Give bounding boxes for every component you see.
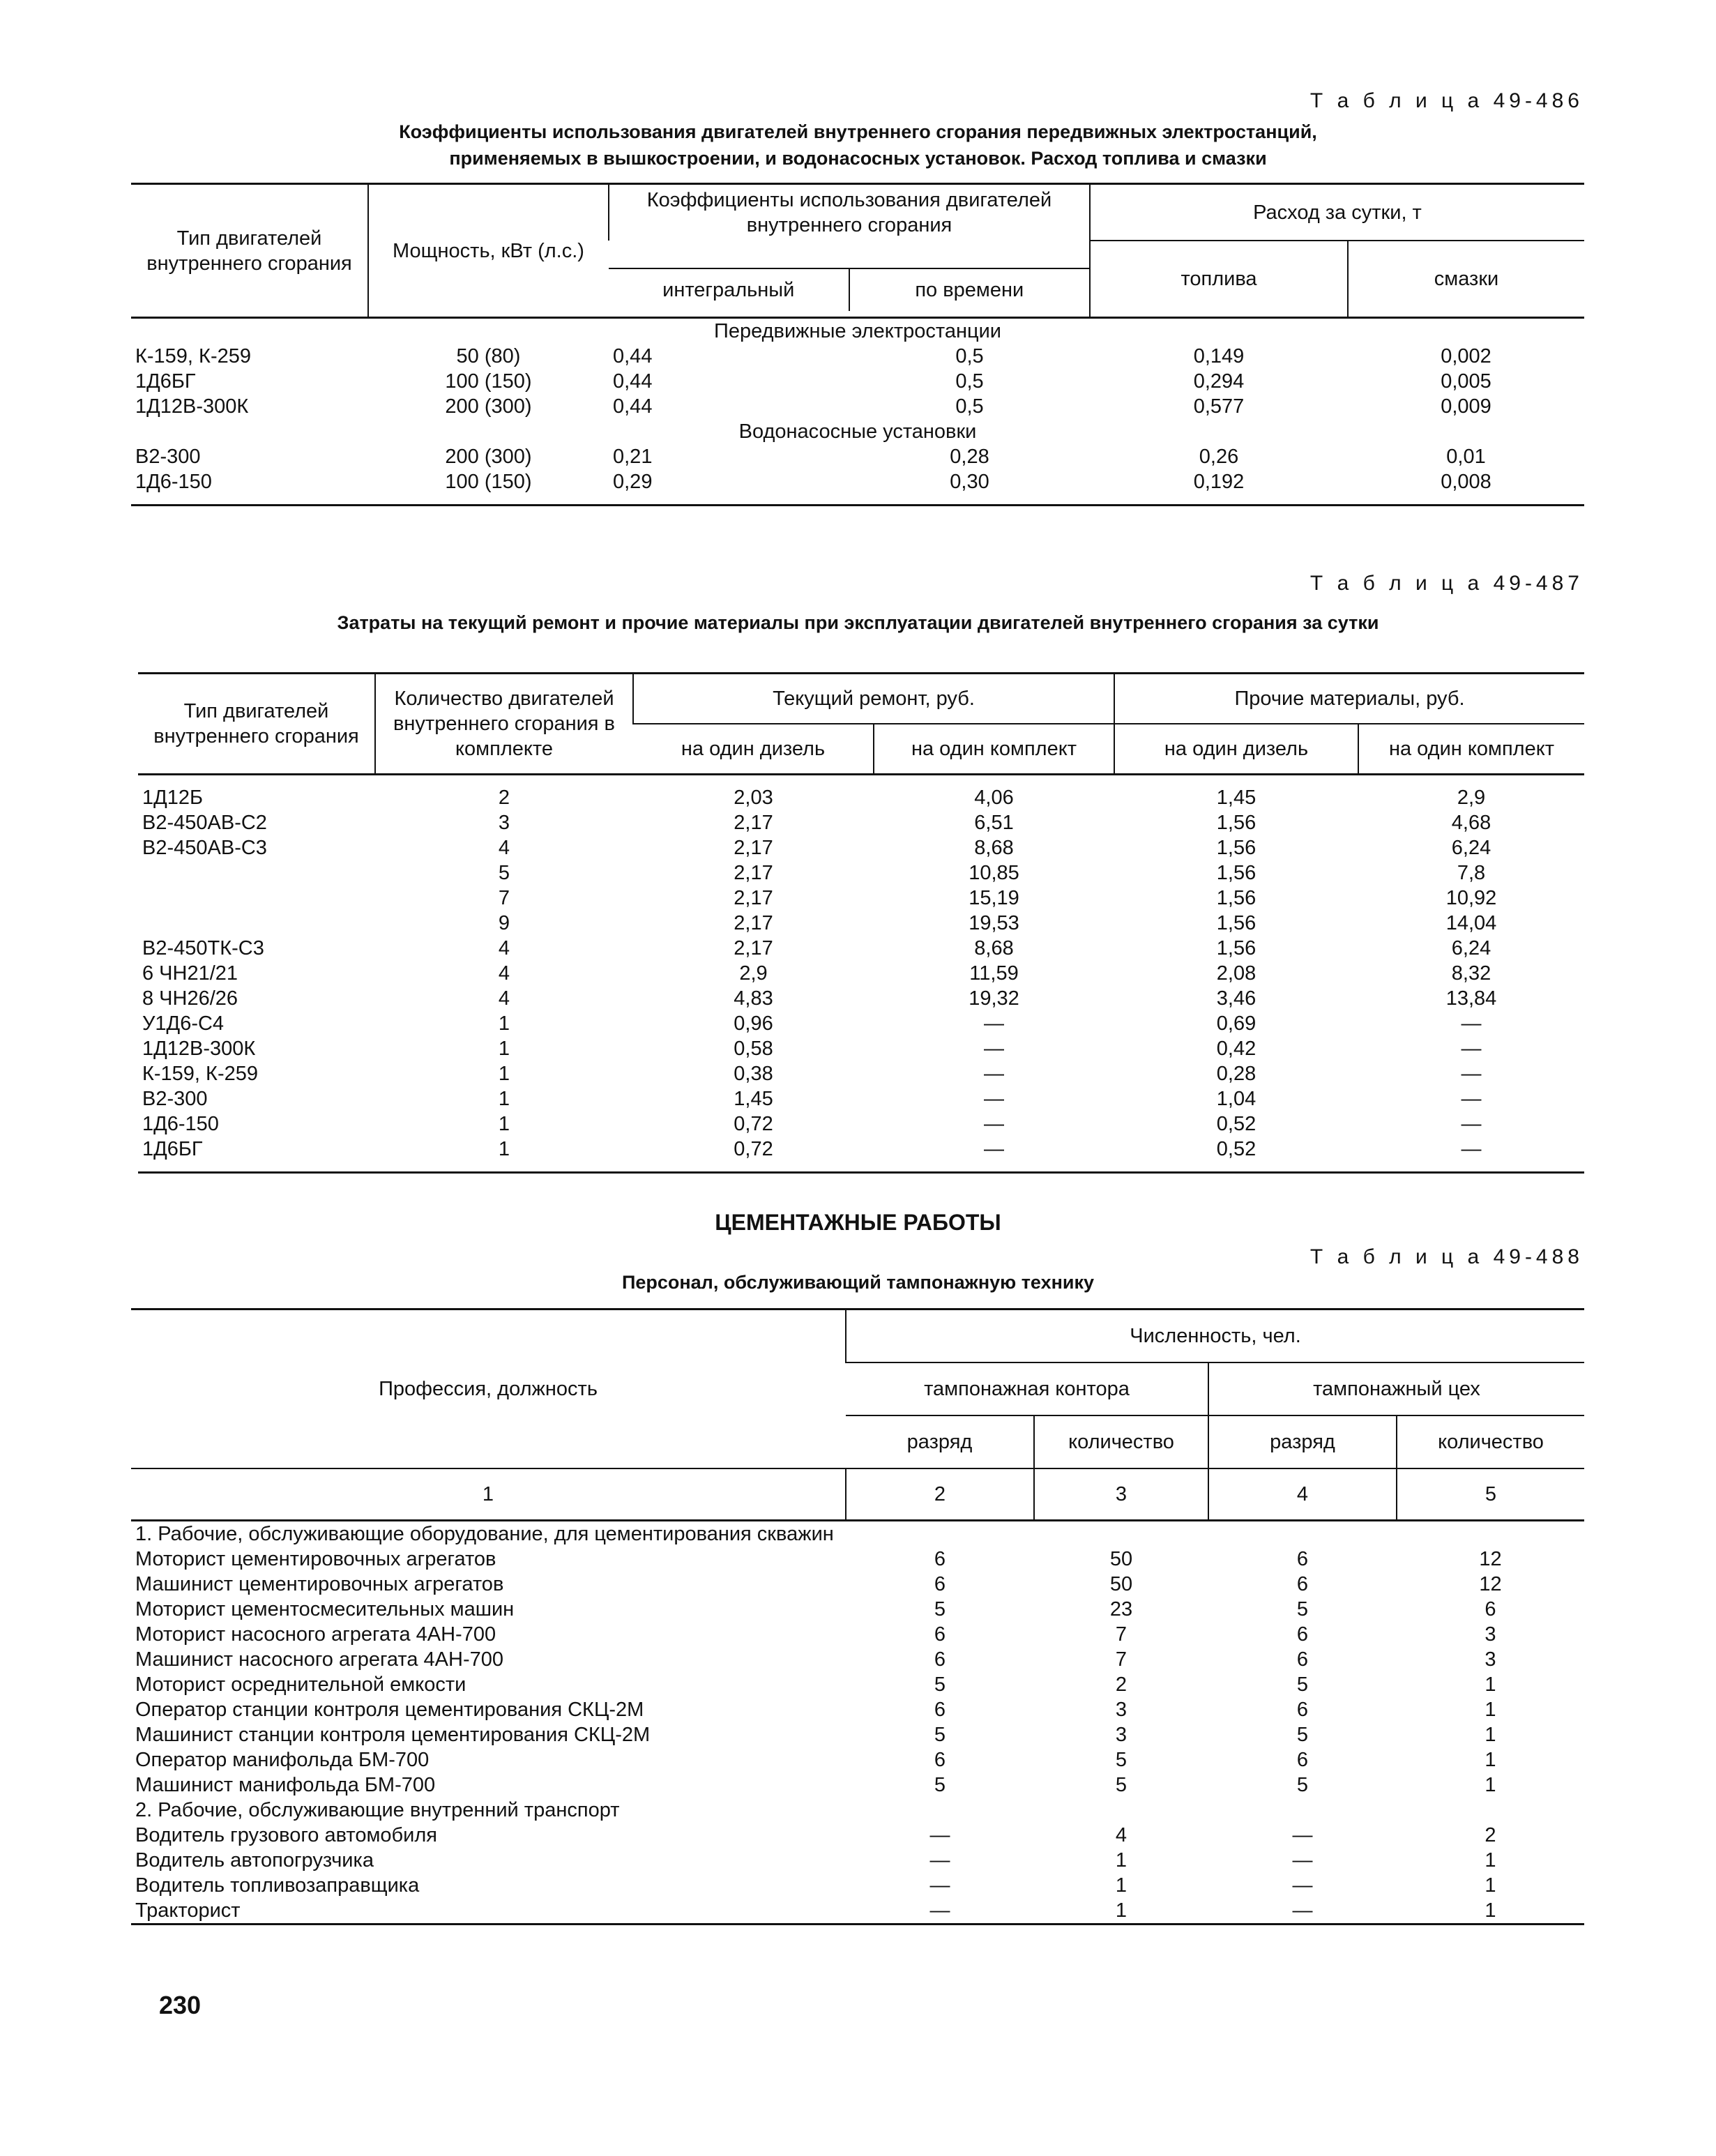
repair-per-set: 19,53 [969, 912, 1019, 934]
engine-type: В2-450АВ-С3 [142, 837, 267, 859]
other-per-diesel: 1,56 [1216, 912, 1256, 934]
office-grade: 5 [934, 1673, 946, 1696]
spacer [138, 775, 1584, 786]
header-power: Мощность, кВт (л.с.) [368, 184, 609, 318]
repair-per-diesel: 1,45 [734, 1088, 773, 1110]
header-daily-consumption: Расход за сутки, т [1090, 184, 1584, 241]
table-row [138, 810, 1584, 835]
header-col-number-2: 2 [846, 1468, 1034, 1521]
integral-coef: 0,29 [613, 471, 653, 493]
repair-per-set: — [984, 1012, 1004, 1035]
table-row [138, 1086, 1584, 1111]
table-row [131, 1647, 1584, 1672]
bottom-spacer [138, 1162, 1584, 1173]
office-quantity: 50 [1109, 1548, 1133, 1570]
repair-per-set: — [984, 1113, 1004, 1135]
header-other-per-set: на один комплект [1358, 724, 1584, 775]
page-number: 230 [159, 1991, 202, 2019]
header-headcount: Численность, чел. [846, 1309, 1584, 1363]
table-487-title [132, 609, 1584, 636]
other-per-set: 6,24 [1451, 937, 1491, 959]
header-fuel: топлива [1090, 241, 1348, 318]
group-row [131, 1521, 1584, 1547]
power-value: 100 (150) [445, 370, 532, 393]
profession-name: Водитель грузового автомобиля [135, 1824, 437, 1846]
profession-name: Машинист насосного агрегата 4АН-700 [135, 1648, 503, 1671]
repair-per-set: 8,68 [974, 937, 1014, 959]
engine-count: 7 [498, 887, 510, 909]
group-title: 2. Рабочие, обслуживающие внутренний транспорт [135, 1799, 620, 1821]
table-row [131, 469, 1584, 494]
engine-type [138, 911, 375, 936]
shop-quantity: 1 [1485, 1774, 1496, 1796]
table-row [131, 369, 1584, 394]
other-per-diesel: 2,08 [1216, 962, 1256, 985]
table-row [138, 886, 1584, 911]
shop-quantity: 1 [1485, 1724, 1496, 1746]
header-cementing-office: тампонажная контора [846, 1362, 1208, 1415]
other-per-set: 13,84 [1445, 987, 1497, 1010]
office-grade: — [929, 1874, 950, 1897]
time-coef: 0,30 [950, 471, 989, 493]
table-486-title-line2: применяемых в вышкостроении, и водонасосных установок. Расход топлива и смазки [449, 148, 1267, 169]
office-quantity: 23 [1109, 1598, 1133, 1620]
shop-grade: 5 [1296, 1598, 1309, 1620]
table-row [131, 1622, 1584, 1647]
shop-grade: — [1292, 1899, 1313, 1922]
header-office-quantity: количество [1034, 1415, 1208, 1468]
table-row [131, 1823, 1584, 1848]
office-quantity: 1 [1115, 1899, 1127, 1922]
table-486-title-line1: Коэффициенты использования двигателей внутреннего сгорания передвижных электростанций, [399, 121, 1317, 142]
shop-quantity: 12 [1479, 1573, 1502, 1595]
lube-value: 0,01 [1446, 446, 1486, 468]
office-quantity: 50 [1109, 1573, 1133, 1595]
fuel-value: 0,192 [1193, 471, 1245, 493]
office-grade: 6 [934, 1573, 946, 1595]
time-coef: 0,5 [955, 395, 984, 418]
engine-count: 1 [498, 1012, 510, 1035]
header-col-number-5: 5 [1397, 1468, 1584, 1521]
table-488 [131, 1308, 1584, 1925]
section-row [131, 318, 1584, 344]
engine-type: К-159, К-259 [142, 1063, 258, 1085]
header-cementing-shop: тампонажный цех [1208, 1362, 1584, 1415]
table-row [138, 936, 1584, 961]
office-quantity: 5 [1115, 1749, 1127, 1771]
engine-type: 1Д6БГ [142, 1138, 203, 1160]
repair-per-set: — [984, 1038, 1004, 1060]
lube-value: 0,002 [1441, 345, 1491, 367]
table-row [138, 961, 1584, 986]
header-profession: Профессия, должность [379, 1378, 598, 1400]
fuel-value: 0,577 [1193, 395, 1245, 418]
shop-quantity: 1 [1485, 1899, 1496, 1922]
header-current-repair: Текущий ремонт, руб. [633, 674, 1114, 724]
other-per-diesel: 0,42 [1216, 1038, 1256, 1060]
engine-type: В2-300 [142, 1088, 208, 1110]
engine-type: 1Д6БГ [135, 370, 196, 393]
repair-per-diesel: 0,72 [734, 1138, 773, 1160]
header-engine-type: Тип двигателей внутреннего сгорания [153, 700, 359, 747]
repair-per-set: — [984, 1063, 1004, 1085]
repair-per-set: — [984, 1088, 1004, 1110]
header-integral: интегральный [662, 278, 795, 301]
shop-grade: 6 [1296, 1749, 1309, 1771]
table-row [131, 1672, 1584, 1697]
section-title: ЦЕМЕНТАЖНЫЕ РАБОТЫ [715, 1210, 1001, 1235]
other-per-set: 4,68 [1451, 812, 1491, 834]
engine-count: 2 [498, 787, 510, 809]
table-row [138, 911, 1584, 936]
office-quantity: 2 [1115, 1673, 1127, 1696]
lube-value: 0,009 [1441, 395, 1491, 418]
office-quantity: 5 [1115, 1774, 1127, 1796]
profession-name: Оператор манифольда БМ-700 [135, 1749, 430, 1771]
other-per-set: — [1461, 1138, 1482, 1160]
office-quantity: 3 [1115, 1724, 1127, 1746]
table-row [138, 835, 1584, 860]
section-title: Передвижные электростанции [714, 320, 1001, 342]
other-per-diesel: 1,45 [1216, 787, 1256, 809]
integral-coef: 0,44 [613, 370, 653, 393]
header-col-number-1: 1 [131, 1468, 846, 1521]
repair-per-diesel: 2,17 [734, 912, 773, 934]
engine-type: В2-300 [135, 446, 201, 468]
header-other-per-diesel: на один дизель [1114, 724, 1358, 775]
engine-type: 6 ЧН21/21 [142, 962, 238, 985]
spacer [131, 494, 1584, 506]
engine-count: 4 [498, 987, 510, 1010]
engine-count: 4 [498, 837, 510, 859]
repair-per-diesel: 2,03 [734, 787, 773, 809]
table-486-title [132, 119, 1584, 172]
table-row [138, 860, 1584, 886]
lube-value: 0,005 [1441, 370, 1491, 393]
header-repair-per-diesel: на один дизель [633, 724, 874, 775]
shop-quantity: 2 [1485, 1824, 1496, 1846]
engine-count: 4 [498, 937, 510, 959]
office-grade: 5 [934, 1774, 946, 1796]
engine-type: 1Д12В-300К [135, 395, 249, 418]
other-per-set: 7,8 [1457, 862, 1486, 884]
spacer [138, 1162, 1584, 1173]
table-row [131, 344, 1584, 369]
office-grade: 5 [934, 1598, 946, 1620]
office-quantity: 3 [1115, 1699, 1127, 1721]
engine-count: 3 [498, 812, 510, 834]
group-title: 1. Рабочие, обслуживающие оборудование, для цементирования скважин [135, 1523, 834, 1545]
engine-type: 1Д12Б [142, 787, 204, 809]
other-per-diesel: 0,69 [1216, 1012, 1256, 1035]
engine-type: К-159, К-259 [135, 345, 251, 367]
engine-type: В2-450ТК-С3 [142, 937, 264, 959]
table-row [138, 785, 1584, 810]
shop-quantity: 1 [1485, 1874, 1496, 1897]
header-other-materials: Прочие материалы, руб. [1114, 674, 1584, 724]
table-row [138, 1137, 1584, 1162]
fuel-value: 0,149 [1193, 345, 1245, 367]
office-grade: — [929, 1824, 950, 1846]
profession-name: Оператор станции контроля цементирования СКЦ-2М [135, 1699, 644, 1721]
other-per-diesel: 1,56 [1216, 837, 1256, 859]
shop-quantity: 12 [1479, 1548, 1502, 1570]
table-row [131, 1572, 1584, 1597]
repair-per-diesel: 2,9 [739, 962, 768, 985]
header-engine-count: Количество двигателей внутреннего сгорания в комплекте [375, 674, 633, 775]
shop-grade: 5 [1296, 1724, 1309, 1746]
repair-per-diesel: 0,58 [734, 1038, 773, 1060]
table-row [131, 1722, 1584, 1747]
repair-per-diesel: 2,17 [734, 837, 773, 859]
office-quantity: 4 [1115, 1824, 1127, 1846]
other-per-set: — [1461, 1038, 1482, 1060]
power-value: 100 (150) [445, 471, 532, 493]
repair-per-diesel: 4,83 [734, 987, 773, 1010]
profession-name: Машинист станции контроля цементирования СКЦ-2М [135, 1724, 651, 1746]
table-486-label: Т а б л и ц а 49-486 [1309, 89, 1584, 112]
profession-name: Моторист цементировочных агрегатов [135, 1548, 496, 1570]
repair-per-set: 4,06 [974, 787, 1014, 809]
header-repair-per-set: на один комплект [874, 724, 1114, 775]
shop-grade: 6 [1296, 1548, 1309, 1570]
shop-grade: 6 [1296, 1623, 1309, 1646]
top-spacer [138, 775, 1584, 786]
profession-name: Моторист осреднительной емкости [135, 1673, 466, 1696]
lube-value: 0,008 [1441, 471, 1491, 493]
group-row [131, 1798, 1584, 1823]
time-coef: 0,28 [950, 446, 989, 468]
other-per-set: — [1461, 1012, 1482, 1035]
other-per-diesel: 1,04 [1216, 1088, 1256, 1110]
repair-per-set: 8,68 [974, 837, 1014, 859]
shop-quantity: 3 [1485, 1648, 1496, 1671]
other-per-set: — [1461, 1063, 1482, 1085]
bottom-spacer [131, 494, 1584, 506]
shop-grade: — [1292, 1874, 1313, 1897]
office-grade: — [929, 1899, 950, 1922]
shop-quantity: 3 [1485, 1623, 1496, 1646]
fuel-value: 0,294 [1193, 370, 1245, 393]
table-488-label: Т а б л и ц а 49-488 [1309, 1245, 1584, 1268]
table-row [138, 1011, 1584, 1036]
profession-name: Моторист насосного агрегата 4АН-700 [135, 1623, 496, 1646]
other-per-set: 10,92 [1445, 887, 1497, 909]
engine-type [138, 860, 375, 886]
shop-grade: — [1292, 1849, 1313, 1872]
engine-count: 9 [498, 912, 510, 934]
other-per-diesel: 0,52 [1216, 1138, 1256, 1160]
other-per-diesel: 1,56 [1216, 887, 1256, 909]
table-row [131, 1873, 1584, 1898]
other-per-set: — [1461, 1113, 1482, 1135]
other-per-set: 14,04 [1445, 912, 1497, 934]
other-per-diesel: 3,46 [1216, 987, 1256, 1010]
other-per-set: — [1461, 1088, 1482, 1110]
table-row [131, 1547, 1584, 1572]
header-office-grade: разряд [846, 1415, 1034, 1468]
engine-type: 1Д6-150 [142, 1113, 219, 1135]
office-quantity: 7 [1115, 1623, 1127, 1646]
repair-per-diesel: 2,17 [734, 887, 773, 909]
engine-type: У1Д6-С4 [142, 1012, 225, 1035]
repair-per-diesel: 0,96 [734, 1012, 773, 1035]
table-row [131, 1848, 1584, 1873]
engine-count: 5 [498, 862, 510, 884]
header-by-time: по времени [849, 269, 1090, 311]
office-grade: 6 [934, 1623, 946, 1646]
engine-count: 1 [498, 1038, 510, 1060]
table-row [131, 1772, 1584, 1798]
other-per-diesel: 0,52 [1216, 1113, 1256, 1135]
header-shop-grade: разряд [1208, 1415, 1397, 1468]
table-row [131, 1898, 1584, 1925]
table-row [131, 394, 1584, 419]
table-row [131, 1597, 1584, 1622]
table-row [131, 1697, 1584, 1722]
power-value: 200 (300) [445, 446, 532, 468]
other-per-diesel: 0,28 [1216, 1063, 1256, 1085]
fuel-value: 0,26 [1199, 446, 1239, 468]
repair-per-set: 6,51 [974, 812, 1014, 834]
table-row [131, 1747, 1584, 1772]
table-488-title [132, 1269, 1584, 1296]
table-486 [131, 183, 1584, 506]
header-shop-quantity: количество [1397, 1415, 1584, 1468]
integral-coef: 0,21 [613, 446, 653, 468]
shop-quantity: 6 [1485, 1598, 1496, 1620]
other-per-set: 8,32 [1451, 962, 1491, 985]
header-col-number-3: 3 [1034, 1468, 1208, 1521]
header-lubricant: смазки [1348, 241, 1584, 318]
repair-per-set: 15,19 [969, 887, 1019, 909]
repair-per-diesel: 2,17 [734, 937, 773, 959]
shop-grade: 6 [1296, 1573, 1309, 1595]
engine-type [138, 886, 375, 911]
repair-per-diesel: 0,38 [734, 1063, 773, 1085]
profession-name: Тракторист [135, 1899, 241, 1922]
profession-name: Машинист манифольда БМ-700 [135, 1774, 436, 1796]
office-grade: 6 [934, 1749, 946, 1771]
repair-per-set: 19,32 [969, 987, 1019, 1010]
shop-grade: 6 [1296, 1648, 1309, 1671]
other-per-set: 2,9 [1457, 787, 1486, 809]
other-per-diesel: 1,56 [1216, 812, 1256, 834]
power-value: 200 (300) [445, 395, 532, 418]
engine-type: В2-450АВ-С2 [142, 812, 267, 834]
power-value: 50 (80) [456, 345, 521, 367]
table-487 [138, 672, 1584, 1174]
header-coef-sub-cell [609, 241, 1090, 318]
profession-name: Моторист цементосмесительных машин [135, 1598, 515, 1620]
table-row [138, 1111, 1584, 1137]
shop-quantity: 1 [1485, 1673, 1496, 1696]
table-row [138, 1036, 1584, 1061]
repair-per-diesel: 0,72 [734, 1113, 773, 1135]
repair-per-set: 10,85 [969, 862, 1019, 884]
shop-grade: 5 [1296, 1673, 1309, 1696]
engine-type: 1Д6-150 [135, 471, 212, 493]
engine-count: 1 [498, 1113, 510, 1135]
office-grade: 6 [934, 1699, 946, 1721]
table-487-title-text: Затраты на текущий ремонт и прочие материалы при эксплуатации двигателей внутреннего сгорания за сутки [337, 612, 1379, 633]
header-engine-type: Тип двигателей внутреннего сгорания [146, 227, 352, 275]
office-grade: 6 [934, 1648, 946, 1671]
profession-name: Водитель автопогрузчика [135, 1849, 374, 1872]
office-quantity: 7 [1115, 1648, 1127, 1671]
section-row [131, 419, 1584, 444]
office-quantity: 1 [1115, 1874, 1127, 1897]
shop-quantity: 1 [1485, 1699, 1496, 1721]
integral-coef: 0,44 [613, 345, 653, 367]
profession-name: Водитель топливозаправщика [135, 1874, 420, 1897]
repair-per-diesel: 2,17 [734, 812, 773, 834]
office-grade: 6 [934, 1548, 946, 1570]
table-488-title-text: Персонал, обслуживающий тампонажную технику [621, 1272, 1095, 1293]
engine-count: 1 [498, 1088, 510, 1110]
table-487-label: Т а б л и ц а 49-487 [1309, 572, 1584, 595]
shop-grade: — [1292, 1824, 1313, 1846]
office-grade: 5 [934, 1724, 946, 1746]
office-quantity: 1 [1115, 1849, 1127, 1872]
other-per-diesel: 1,56 [1216, 862, 1256, 884]
table-row [138, 986, 1584, 1011]
engine-count: 1 [498, 1138, 510, 1160]
header-usage-coefficients: Коэффициенты использования двигателей внутреннего сгорания [609, 184, 1090, 241]
shop-quantity: 1 [1485, 1749, 1496, 1771]
repair-per-diesel: 2,17 [734, 862, 773, 884]
shop-grade: 6 [1296, 1699, 1309, 1721]
profession-name: Машинист цементировочных агрегатов [135, 1573, 504, 1595]
engine-count: 4 [498, 962, 510, 985]
engine-count: 1 [498, 1063, 510, 1085]
table-row [131, 444, 1584, 469]
shop-quantity: 1 [1485, 1849, 1496, 1872]
header-col-number-4: 4 [1208, 1468, 1397, 1521]
other-per-diesel: 1,56 [1216, 937, 1256, 959]
engine-type: 1Д12В-300К [142, 1038, 256, 1060]
shop-grade: 5 [1296, 1774, 1309, 1796]
engine-type: 8 ЧН26/26 [142, 987, 238, 1010]
time-coef: 0,5 [955, 345, 984, 367]
other-per-set: 6,24 [1451, 837, 1491, 859]
repair-per-set: 11,59 [969, 962, 1019, 985]
repair-per-set: — [984, 1138, 1004, 1160]
office-grade: — [929, 1849, 950, 1872]
section-title: Водонасосные установки [738, 420, 977, 443]
time-coef: 0,5 [955, 370, 984, 393]
table-row [138, 1061, 1584, 1086]
integral-coef: 0,44 [613, 395, 653, 418]
